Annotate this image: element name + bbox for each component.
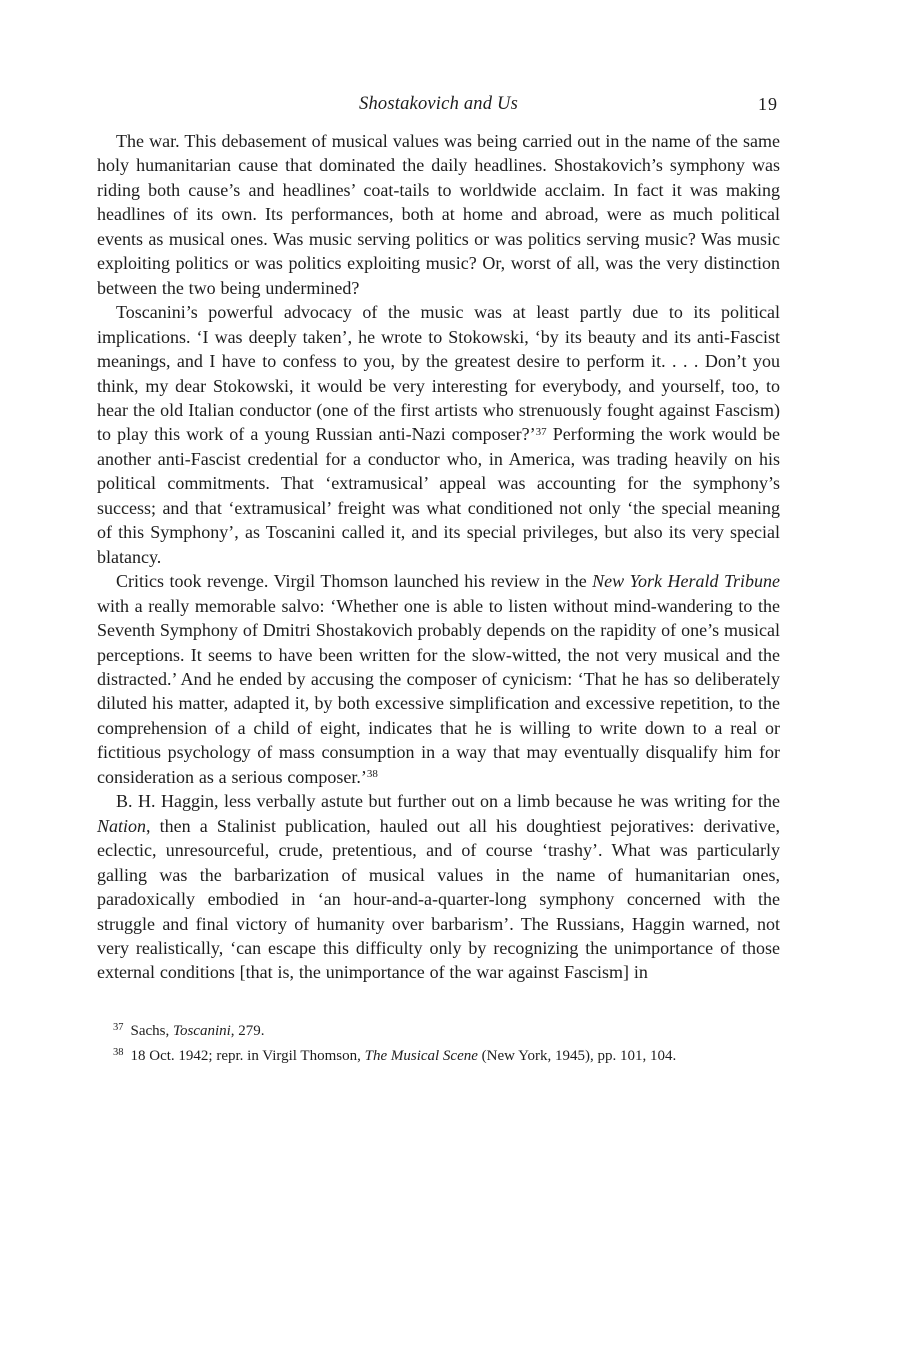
footnotes (97, 1019, 780, 1069)
footnote-ref: 38 (366, 768, 378, 781)
paragraph (97, 569, 780, 789)
text-run: Toscanini’s powerful advocacy of the music was at least partly due to its political implications. ‘I was deeply taken’, he wrote to Stokowski, ‘by its beauty and its anti-Fascist meanings, and I have to confess to you, by the greatest desire to perform it. . . . Don’t you think, my dear Stokowski, it would be very interesting for everybody, and yourself, too, to hear the old Italian conductor (one of the first artists who strenuously fought against Fascism) to play this work of a young Russian anti-Nazi composer?’ (97, 302, 780, 445)
text-run: The Musical Scene (364, 1047, 478, 1064)
body-text (97, 129, 780, 985)
text-run: Critics took revenge. Virgil Thomson launched his review in the (116, 571, 593, 592)
text-run: Toscanini (173, 1022, 231, 1039)
text-run: Nation (97, 815, 147, 836)
text-block (97, 92, 780, 1069)
paragraph (97, 300, 780, 569)
text-run: New York Herald Tribune (592, 571, 780, 592)
running-head-title: Shostakovich and Us (359, 94, 518, 114)
page-number: 19 (758, 94, 778, 114)
paragraph (97, 789, 780, 985)
text-run: B. H. Haggin, less verbally astute but further out on a limb because he was writing for the (116, 791, 780, 812)
footnote-ref: 37 (535, 425, 547, 438)
text-run: , 279. (230, 1022, 265, 1039)
text-run: (New York, 1945), pp. 101, 104. (477, 1047, 677, 1064)
running-head (97, 92, 780, 116)
text-run: Sachs, (130, 1022, 173, 1039)
text-run: Performing the work would be another anti-Fascist credential for a conductor who, in America, was trading heavily on his political commitments. That ‘extramusical’ appeal was accounting for the symphony’s success; and that ‘extramusical’ freight was what conditioned not only ‘the special meaning of this Symphony’, as Toscanini called it, and its special privileges, but also its very special blatancy. (97, 424, 780, 567)
footnote (113, 1019, 780, 1044)
footnote-number: 38 (113, 1047, 124, 1059)
text-run: , then a Stalinist publication, hauled out all his doughtiest pejoratives: derivative, eclectic, unresourceful, crude, pretentious, and of course ‘trashy’. What was particularly galling was the barbarization of musical values in the name of humanitarian ones, paradoxically embodied in ‘an hour-and-a-quarter-long symphony concerned with the struggle and final victory of humanity over barbarism’. The Russians, Haggin warned, not very realistically, ‘can escape this difficulty only by recognizing the unimportance of those external conditions [that is, the unimportance of the war against Fascism] in (97, 815, 780, 983)
footnote-number: 37 (113, 1022, 124, 1034)
text-run: The war. This debasement of musical values was being carried out in the name of the same holy humanitarian cause that dominated the daily headlines. Shostakovich’s symphony was riding both cause’s and headlines’ coat-tails to worldwide acclaim. In fact it was making headlines of its own. Its performances, both at home and abroad, were as much political events as musical ones. Was music serving politics or was politics serving music? Was music exploiting politics or was politics exploiting music? Or, worst of all, was the very distinction between the two being undermined? (97, 131, 780, 298)
footnote (113, 1044, 780, 1069)
text-run: 18 Oct. 1942; repr. in Virgil Thomson, (130, 1047, 365, 1064)
text-run: with a really memorable salvo: ‘Whether one is able to listen without mind-wandering to the Seventh Symphony of Dmitri Shostakovich probably depends on the rapidity of one’s musical perceptions. It seems to have been written for the slow-witted, the not very musical and the distracted.’ And he ended by accusing the composer of cynicism: ‘That he has so deliberately diluted his matter, adapted it, by both excessive simplification and excessive repetition, to the comprehension of a child of eight, indicates that he is willing to write down to a real or fictitious psychology of mass consumption in a way that may eventually disqualify him for consideration as a serious composer.’ (97, 595, 780, 787)
paragraph (97, 129, 780, 300)
